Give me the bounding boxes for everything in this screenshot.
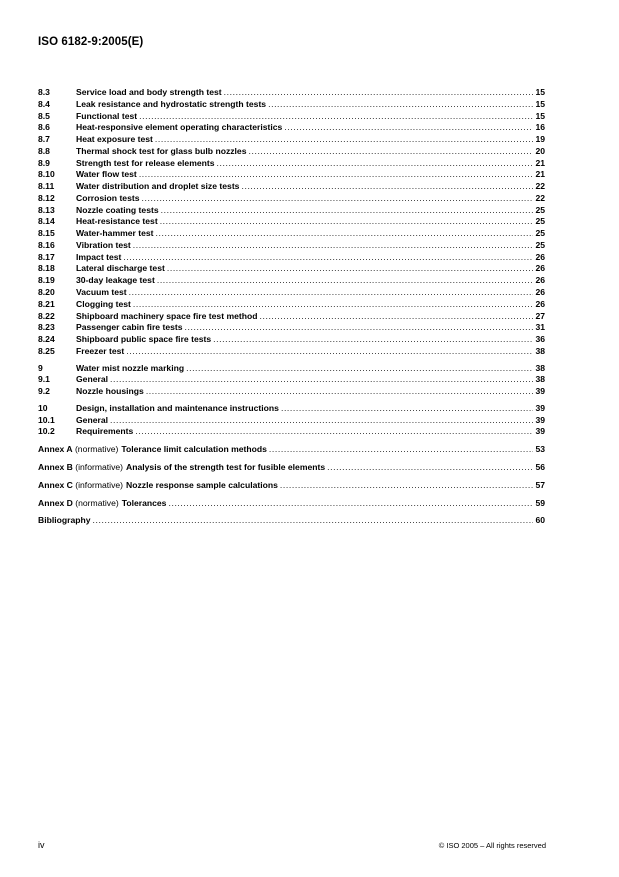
toc-entry[interactable]	[38, 287, 545, 299]
toc-entry-title: Lateral discharge test	[76, 263, 165, 274]
annex-label: Annex A	[38, 444, 73, 455]
toc-entry-number: 8.12	[38, 192, 55, 203]
toc-entry-page: 26	[535, 263, 545, 274]
toc-entry-title: Heat exposure test	[76, 134, 153, 145]
toc-entry[interactable]	[38, 146, 545, 158]
dot-leader	[135, 426, 533, 438]
toc-entry-number: 8.18	[38, 263, 55, 274]
toc-entry-number: 8.4	[38, 98, 50, 109]
annex-title: Tolerances	[121, 497, 167, 508]
toc-entry[interactable]	[38, 111, 545, 123]
toc-entry[interactable]	[38, 193, 545, 205]
toc-entry[interactable]	[38, 134, 545, 146]
toc-entry-number: 8.11	[38, 181, 55, 192]
annex-type: (informative)	[75, 461, 124, 472]
toc-entry[interactable]	[38, 386, 545, 398]
document-header-title: ISO 6182-9:2005(E)	[38, 36, 144, 48]
toc-entry[interactable]	[38, 426, 545, 438]
toc-entry-title: General	[76, 374, 109, 385]
toc-annex-entry[interactable]	[38, 498, 545, 510]
dot-leader	[160, 216, 533, 228]
toc-entry-page: 26	[535, 298, 545, 309]
dot-leader	[110, 415, 533, 427]
toc-entry-page: 26	[535, 275, 545, 286]
toc-entry-page: 59	[535, 497, 545, 508]
toc-entry-number: 8.24	[38, 334, 55, 345]
toc-entry[interactable]	[38, 363, 545, 375]
toc-entry[interactable]	[38, 240, 545, 252]
toc-annex-entry[interactable]	[38, 480, 545, 492]
toc-annex-entry[interactable]	[38, 444, 545, 456]
dot-leader	[259, 311, 533, 323]
toc-entry-page: 16	[535, 122, 545, 133]
toc-entry-title: Nozzle coating tests	[76, 204, 159, 215]
dot-leader	[268, 99, 533, 111]
dot-leader	[224, 87, 533, 99]
toc-entry-number: 8.20	[38, 287, 55, 298]
dot-leader	[139, 169, 533, 181]
toc-entry-page: 25	[535, 228, 545, 239]
annex-type: (normative)	[75, 497, 119, 508]
toc-entry-title: Leak resistance and hydrostatic strength tests	[76, 98, 267, 109]
dot-leader	[139, 111, 533, 123]
dot-leader	[126, 346, 533, 358]
toc-entry[interactable]	[38, 252, 545, 264]
toc-entry-title: Nozzle housings	[76, 386, 144, 397]
dot-leader	[284, 122, 533, 134]
toc-entry-number: 8.5	[38, 110, 50, 121]
annex-label: Annex C	[38, 479, 73, 490]
toc-entry-page: 15	[535, 98, 545, 109]
dot-leader	[281, 403, 533, 415]
annex-type: (informative)	[75, 479, 124, 490]
toc-entry-number: 8.9	[38, 157, 50, 168]
toc-entry-title: Vibration test	[76, 239, 131, 250]
dot-leader	[186, 363, 533, 375]
toc-entry[interactable]	[38, 403, 545, 415]
toc-bibliography-entry[interactable]	[38, 515, 545, 527]
toc-entry[interactable]	[38, 346, 545, 358]
toc-entry[interactable]	[38, 299, 545, 311]
toc-entry[interactable]	[38, 228, 545, 240]
dot-leader	[129, 287, 533, 299]
toc-entry-title: Clogging test	[76, 298, 131, 309]
toc-entry-page: 25	[535, 239, 545, 250]
toc-entry[interactable]	[38, 99, 545, 111]
dot-leader	[168, 498, 533, 510]
toc-entry-title: Requirements	[76, 426, 134, 437]
toc-entry-title: Water flow test	[76, 169, 137, 180]
dot-leader	[123, 252, 533, 264]
page-number: iv	[38, 840, 45, 850]
toc-entry-number: 9.2	[38, 386, 50, 397]
toc-entry-page: 25	[535, 216, 545, 227]
dot-leader	[157, 275, 533, 287]
toc-entry-page: 56	[535, 461, 545, 472]
toc-entry-page: 15	[535, 87, 545, 97]
dot-leader	[146, 386, 533, 398]
copyright-notice: © ISO 2005 – All rights reserved	[438, 841, 546, 850]
toc-entry[interactable]	[38, 311, 545, 323]
toc-entry-title: General	[76, 414, 109, 425]
dot-leader	[213, 334, 533, 346]
toc-entry-page: 57	[535, 479, 545, 490]
toc-entry-page: 60	[535, 515, 545, 526]
toc-entry-number: 8.7	[38, 134, 50, 145]
toc-entry-number: 8.15	[38, 228, 55, 239]
toc-entry[interactable]	[38, 87, 545, 99]
toc-entry-page: 21	[535, 157, 545, 168]
dot-leader	[185, 322, 533, 334]
toc-entry-title: Design, installation and maintenance instructions	[76, 402, 279, 413]
dot-leader	[269, 444, 533, 456]
toc-entry-number: 8.14	[38, 216, 55, 227]
toc-entry-number: 8.8	[38, 145, 50, 156]
toc-entry-page: 39	[535, 414, 545, 425]
annex-title: Nozzle response sample calculations	[126, 479, 278, 490]
toc-annex-entry[interactable]	[38, 462, 545, 474]
toc-entry[interactable]	[38, 374, 545, 386]
toc-entry-title: Water distribution and droplet size tests	[76, 181, 240, 192]
table-of-contents	[38, 87, 545, 527]
dot-leader	[280, 480, 533, 492]
toc-entry-number: 8.23	[38, 322, 55, 333]
dot-leader	[110, 374, 533, 386]
dot-leader	[161, 205, 533, 217]
toc-entry-title: Shipboard public space fire tests	[76, 334, 212, 345]
toc-entry[interactable]	[38, 322, 545, 334]
toc-entry-page: 27	[535, 310, 545, 321]
toc-entry-page: 21	[535, 169, 545, 180]
toc-entry-number: 8.22	[38, 310, 55, 321]
toc-entry[interactable]	[38, 415, 545, 427]
toc-entry-number: 10	[38, 402, 48, 413]
annex-title: Analysis of the strength test for fusible elements	[126, 461, 326, 472]
toc-entry-page: 20	[535, 145, 545, 156]
toc-entry-number: 10.2	[38, 426, 55, 437]
dot-leader	[248, 146, 533, 158]
toc-entry-title: Heat-responsive element operating characteristics	[76, 122, 283, 133]
toc-entry-page: 25	[535, 204, 545, 215]
toc-entry-title: Functional test	[76, 110, 138, 121]
toc-entry-page: 26	[535, 251, 545, 262]
toc-entry[interactable]	[38, 216, 545, 228]
toc-entry[interactable]	[38, 169, 545, 181]
toc-entry-page: 26	[535, 287, 545, 298]
dot-leader	[241, 181, 533, 193]
toc-entry[interactable]	[38, 205, 545, 217]
dot-leader	[167, 263, 533, 275]
toc-entry-number: 9	[38, 362, 43, 373]
toc-entry-number: 8.25	[38, 345, 55, 356]
toc-entry-number: 8.6	[38, 122, 50, 133]
toc-entry-number: 8.13	[38, 204, 55, 215]
dot-leader	[133, 240, 533, 252]
toc-entry-number: 8.10	[38, 169, 55, 180]
toc-entry-title: 30-day leakage test	[76, 275, 155, 286]
toc-entry-title: Passenger cabin fire tests	[76, 322, 183, 333]
dot-leader	[217, 158, 533, 170]
toc-entry-title: Water mist nozzle marking	[76, 362, 185, 373]
toc-entry-page: 38	[535, 362, 545, 373]
dot-leader	[327, 462, 533, 474]
toc-entry[interactable]	[38, 334, 545, 346]
toc-entry-page: 19	[535, 134, 545, 145]
toc-entry-page: 31	[535, 322, 545, 333]
toc-entry-title: Shipboard machinery space fire test method	[76, 310, 258, 321]
annex-title: Tolerance limit calculation methods	[121, 444, 267, 455]
toc-entry-number: 8.3	[38, 87, 50, 97]
toc-entry[interactable]	[38, 181, 545, 193]
toc-entry-page: 22	[535, 181, 545, 192]
toc-entry-number: 8.21	[38, 298, 55, 309]
toc-entry-number: 10.1	[38, 414, 55, 425]
dot-leader	[142, 193, 533, 205]
annex-type: (normative)	[74, 444, 119, 455]
toc-entry[interactable]	[38, 158, 545, 170]
toc-entry-page: 36	[535, 334, 545, 345]
toc-entry-title: Service load and body strength test	[76, 87, 222, 97]
dot-leader	[133, 299, 533, 311]
toc-entry-title: Water-hammer test	[76, 228, 154, 239]
toc-entry-title: Freezer test	[76, 345, 125, 356]
toc-entry-page: 15	[535, 110, 545, 121]
toc-entry-page: 39	[535, 426, 545, 437]
dot-leader	[93, 515, 533, 527]
toc-entry-page: 38	[535, 345, 545, 356]
annex-label: Annex B	[38, 461, 73, 472]
toc-entry-title: Thermal shock test for glass bulb nozzles	[76, 145, 247, 156]
toc-entry-number: 8.19	[38, 275, 55, 286]
toc-entry[interactable]	[38, 275, 545, 287]
dot-leader	[156, 228, 533, 240]
toc-entry-title: Vacuum test	[76, 287, 127, 298]
toc-entry-title: Heat-resistance test	[76, 216, 158, 227]
annex-label: Annex D	[38, 497, 73, 508]
toc-entry-page: 38	[535, 374, 545, 385]
toc-entry-number: 8.17	[38, 251, 55, 262]
bibliography-title: Bibliography	[38, 515, 91, 526]
toc-entry-title: Corrosion tests	[76, 192, 140, 203]
toc-entry[interactable]	[38, 122, 545, 134]
toc-entry-page: 39	[535, 402, 545, 413]
toc-entry-title: Strength test for release elements	[76, 157, 215, 168]
toc-entry-number: 8.16	[38, 239, 55, 250]
toc-entry-page: 53	[535, 444, 545, 455]
toc-entry-page: 39	[535, 386, 545, 397]
toc-entry-page: 22	[535, 192, 545, 203]
toc-entry[interactable]	[38, 263, 545, 275]
toc-entry-title: Impact test	[76, 251, 122, 262]
dot-leader	[155, 134, 533, 146]
toc-entry-number: 9.1	[38, 374, 50, 385]
